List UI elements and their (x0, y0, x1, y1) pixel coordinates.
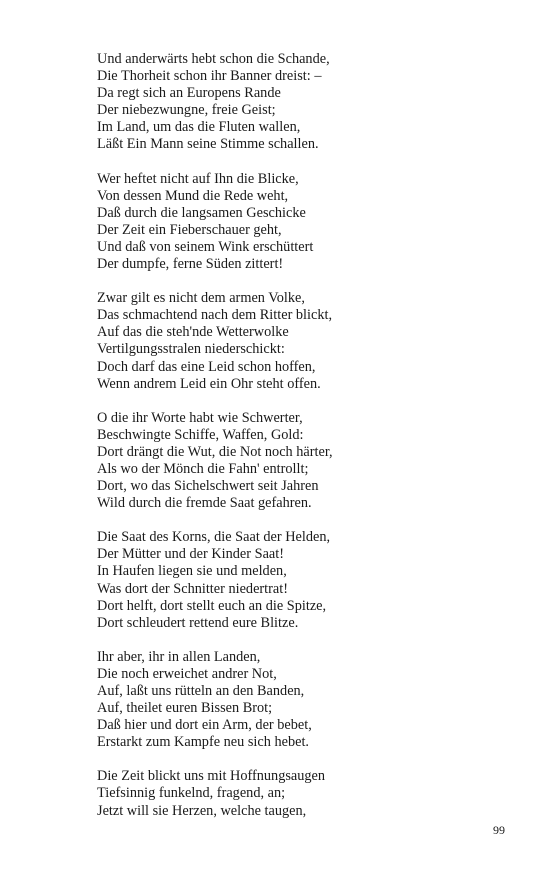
poem-line: Ihr aber, ihr in allen Landen, (97, 648, 261, 665)
poem-line: Zwar gilt es nicht dem armen Volke, (97, 290, 305, 307)
poem-body (97, 51, 497, 837)
poem-line: Dort schleudert rettend eure Blitze. (97, 614, 299, 631)
poem-line: Und anderwärts hebt schon die Schande, (97, 51, 330, 67)
poem-line: Der niebezwungne, freie Geist; (97, 102, 276, 119)
poem-line: Doch darf das eine Leid schon hoffen, (97, 358, 316, 375)
poem-line: Im Land, um das die Fluten wallen, (97, 119, 301, 136)
poem-line: Der dumpfe, ferne Süden zittert! (97, 256, 284, 273)
stanza-7 (97, 768, 497, 819)
poem-line: Das schmachtend nach dem Ritter blickt, (97, 307, 333, 324)
poem-line: Wenn andrem Leid ein Ohr steht offen. (97, 375, 321, 392)
poem-line: Auf, theilet euren Bissen Brot; (97, 700, 273, 717)
poem-line: Wild durch die fremde Saat gefahren. (97, 495, 312, 512)
stanza-3 (97, 290, 497, 393)
poem-line: Der Zeit ein Fieberschauer geht, (97, 221, 282, 238)
poem-line: Da regt sich an Europens Rande (97, 85, 281, 102)
poem-line: Dort, wo das Sichelschwert seit Jahren (97, 478, 319, 495)
stanza-5 (97, 529, 497, 632)
poem-line: Die noch erweichet andrer Not, (97, 665, 277, 682)
poem-line: Von dessen Mund die Rede weht, (97, 187, 289, 204)
poem-line: Jetzt will sie Herzen, welche taugen, (97, 802, 307, 819)
poem-line: Vertilgungsstralen niederschickt: (97, 341, 285, 358)
poem-line: Die Thorheit schon ihr Banner dreist: – (97, 68, 322, 85)
poem-line: Erstarkt zum Kampfe neu sich hebet. (97, 734, 309, 751)
stanza-2 (97, 171, 497, 274)
poem-line: Der Mütter und der Kinder Saat! (97, 546, 284, 563)
poem-line: Daß hier und dort ein Arm, der bebet, (97, 717, 312, 734)
poem-line: Auf das die steh'nde Wetterwolke (97, 324, 289, 341)
stanza-4 (97, 410, 497, 513)
poem-line: Die Saat des Korns, die Saat der Helden, (97, 529, 331, 546)
poem-line: Und daß von seinem Wink erschüttert (97, 238, 314, 255)
poem-line: Tiefsinnig funkelnd, fragend, an; (97, 785, 286, 802)
stanza-6 (97, 649, 497, 752)
stanza-1 (97, 51, 497, 154)
poem-line: Die Zeit blickt uns mit Hoffnungsaugen (97, 768, 326, 785)
poem-line: Beschwingte Schiffe, Waffen, Gold: (97, 426, 304, 443)
page-number: 99 (493, 823, 505, 837)
poem-line: In Haufen liegen sie und melden, (97, 563, 287, 580)
poem-line: Auf, laßt uns rütteln an den Banden, (97, 683, 305, 699)
poem-line: O die ihr Worte habt wie Schwerter, (97, 409, 303, 426)
poem-line: Daß durch die langsamen Geschicke (97, 204, 306, 221)
poem-line: Läßt Ein Mann seine Stimme schallen. (97, 136, 319, 153)
poem-line: Was dort der Schnitter niedertrat! (97, 580, 288, 597)
poem-line: Dort helft, dort stellt euch an die Spitze, (97, 597, 327, 614)
poem-line: Als wo der Mönch die Fahn' entrollt; (97, 460, 309, 477)
poem-line: Dort drängt die Wut, die Not noch härter, (97, 443, 333, 460)
poem-line: Wer heftet nicht auf Ihn die Blicke, (97, 170, 299, 187)
